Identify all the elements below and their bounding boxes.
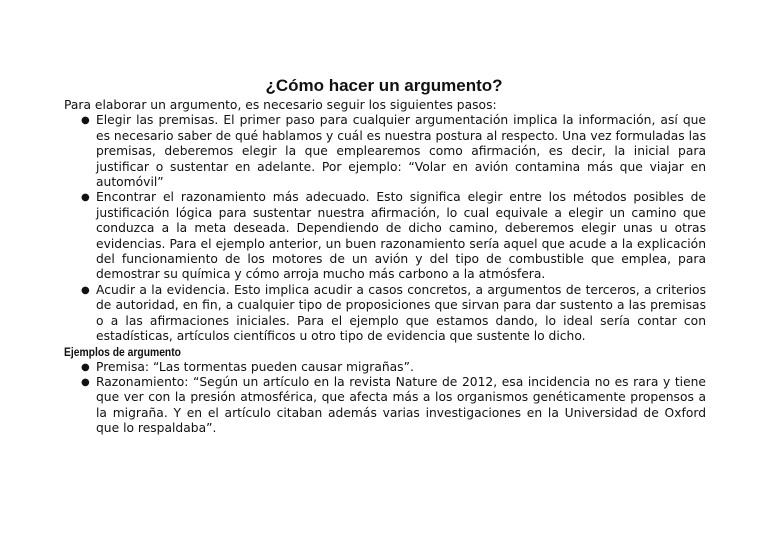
bullet-icon: ● <box>81 361 90 373</box>
bullet-icon: ● <box>81 376 90 388</box>
intro-paragraph: Para elaborar un argumento, es necesario seguir los siguientes pasos: <box>64 98 497 112</box>
bullet-icon: ● <box>81 284 90 296</box>
list-item <box>64 190 706 282</box>
step-text: Encontrar el razonamiento más adecuado. Esto significa elegir entre los métodos posibles de justificación lógica para sustentar nuestra afirmación, lo cual equivale a elegir un camino que conduzca a la meta deseada. Dependiendo de dicho camino, deberemos elegir unas u otras evidencias. Para el ejemplo anterior, un buen razonamiento sería aquel que acude a la explicación del funcionamiento de los motores de un avión y del tipo de combustible que emplea, para demostrar su química y cómo arroja mucho más carbono a la atmósfera. <box>96 190 706 282</box>
examples-list <box>64 360 706 437</box>
list-item <box>64 360 706 375</box>
examples-heading: Ejemplos de argumento <box>64 344 181 359</box>
bullet-icon: ● <box>81 115 90 127</box>
step-text: Elegir las premisas. El primer paso para cualquier argumentación implica la información, así que es necesario saber de qué hablamos y cuál es nuestra postura al respecto. Una vez formuladas las premisas, deberemos elegir la que emplearemos como afirmación, es decir, la inicial para justificar o sustentar en adelante. Por ejemplo: “Volar en avión contamina más que viajar en automóvil” <box>96 113 706 190</box>
bullet-icon: ● <box>81 192 90 204</box>
steps-list <box>64 113 706 344</box>
document-body <box>64 98 706 437</box>
example-text: Premisa: “Las tormentas pueden causar migrañas”. <box>96 359 414 374</box>
example-text: Razonamiento: “Según un artículo en la revista Nature de 2012, esa incidencia no es rara y tiene que ver con la presión atmosférica, que afecta más a los organismos genéticamente propensos a la migraña. Y en el artículo citaban además varias investigaciones en la Universidad de Oxford que lo respaldaba”. <box>96 374 706 436</box>
list-item <box>64 113 706 190</box>
page-title: ¿Cómo hacer un argumento? <box>265 76 503 95</box>
list-item <box>64 283 706 345</box>
list-item <box>64 375 706 437</box>
step-text: Acudir a la evidencia. Esto implica acudir a casos concretos, a argumentos de terceros, a criterios de autoridad, en fin, a cualquier tipo de proposiciones que sirvan para dar sustento a las premisas o a las afirmaciones iniciales. Para el ejemplo que estamos dando, lo ideal sería contar con estadísticas, artículos científicos u otro tipo de evidencia que sustente lo dicho. <box>96 282 706 344</box>
